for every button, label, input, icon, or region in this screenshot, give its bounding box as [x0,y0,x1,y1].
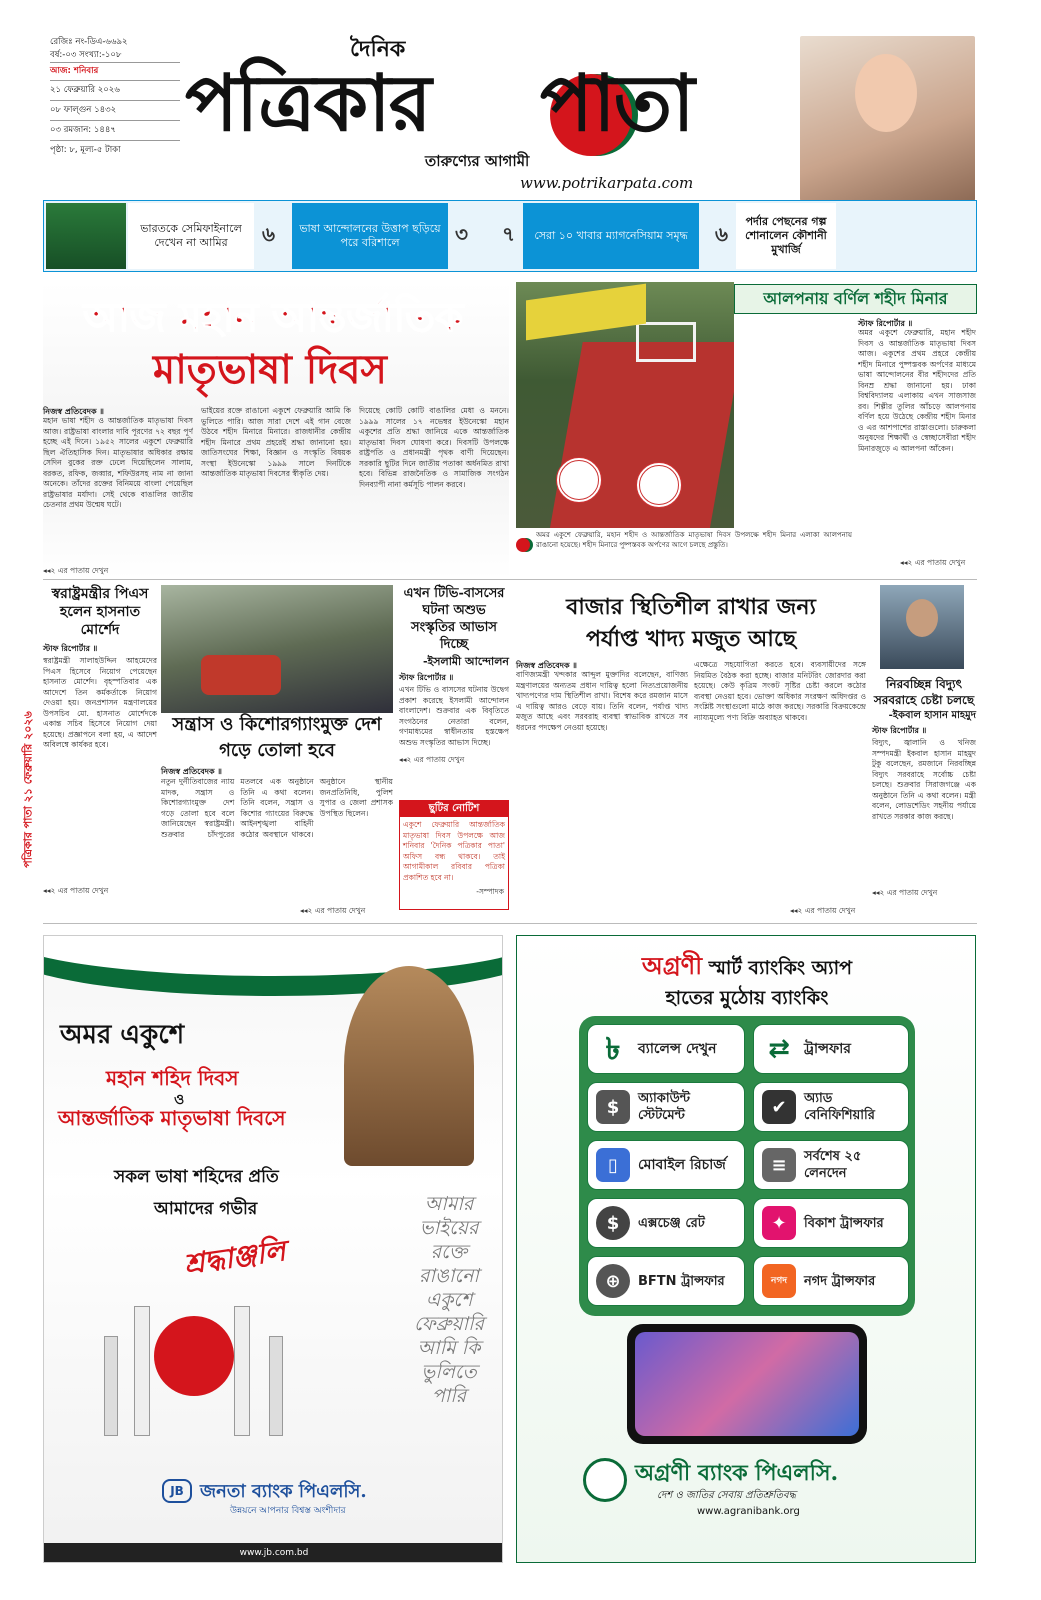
janata-slogan: উন্নয়নে আপনার বিশ্বস্ত অংশীদার [230,1506,346,1516]
janata-logo-icon: JB [162,1479,192,1503]
teaser-3-page: ৭ [502,222,516,246]
story-home-ps-text: স্বরাষ্ট্রমন্ত্রী সালাহউদ্দিন আহমেদের পিএস হিসেবে নিয়োগ পেয়েছেন হাসনাত মোর্শেদ। বৃহস্পতিবার এক আদেশে তিন কর্মকর্তাকে নিয়োগ দেওয়া হয়। জনপ্রশাসন মন্ত্রণালয়ের উপসচিব মো. হাসনাত মোর্শেদকে একান্ত সচিব হিসেবে নিয়োগ দেয়া হয়েছে। প্রজ্ঞাপনে বলা হয়, এ আদেশ অবিলম্বে কার্যকর হবে। [43,656,157,749]
janata-footer [44,1471,503,1563]
tile-balance-label: ব্যালেন্স দেখুন [638,1040,717,1057]
agrani-logo-icon [583,1458,627,1502]
agrani-slogan: দেশ ও জাতির সেবায় প্রতিশ্রুতিবদ্ধ [657,1490,796,1501]
teaser-1-page: ৬ [262,222,276,246]
power-minister-photo [880,585,964,669]
food-headline-line1: বাজার স্থিতিশীল রাখার জন্য [566,594,816,620]
minar-pillar-1 [104,1336,118,1436]
lead-story[interactable] [43,282,509,578]
power-byline: স্টাফ রিপোর্টার ॥ [872,726,927,735]
tile-exchange-label: এক্সচেঞ্জ রেট [638,1215,705,1231]
tile-last-transactions-label: সর্বশেষ ২৫ লেনদেন [804,1149,862,1181]
mobile-recharge-icon: ▯ [596,1148,630,1182]
sculpture-image [344,966,474,1166]
ad-line-martyrs-day: মহান শহিদ দিবস [106,1066,239,1090]
date-hijri: ০৩ রমজান: ১৪৪৭ [50,121,180,141]
tile-beneficiary[interactable] [753,1082,909,1132]
story-bus-byline: স্টাফ রিপোর্টার ॥ [399,673,454,682]
holiday-notice [399,800,509,910]
holiday-notice-text: একুশে ফেব্রুয়ারি আন্তর্জাতিক মাতৃভাষা দিবস উপলক্ষে আজ শনিবার 'দৈনিক পত্রিকার পাতা' অফিস বন্ধ থাকবে। তাই আগামীকাল রবিবার পত্রিকা প্রকাশিত হবে না। [403,820,505,882]
agrani-bank-ad[interactable] [516,935,976,1563]
alpona-circle-1 [556,457,602,503]
statement-icon: $ [596,1090,630,1124]
food-column-1: বাণিজ্যমন্ত্রী খন্দকার আব্দুল মুক্তাদির বলেছেন, বাণিজ্য মন্ত্রণালয়ের অন্যতম প্রধান দায়িত্ব হলো নিত্যপ্রয়োজনীয় খাদ্যপণ্যের দাম স্থিতিশীল রাখা। বিশেষ করে রমজান মাসে এ দায়িত্ব আরও বেড়ে যায়। তিনি বলেন, পর্যাপ্ত খাদ্য মজুত আছে এবং সরবরাহ ব্যবস্থা স্বাভাবিক রাখতে সব ধরনের পদক্ষেপ নেওয়া হয়েছে। [516,670,688,732]
tile-recharge-label: মোবাইল রিচার্জ [638,1156,726,1173]
holiday-notice-sign: -সম্পাদক [476,887,504,896]
lead-column-1: মহান ভাষা শহীদ ও আন্তর্জাতিক মাতৃভাষা দিবস আজ। রাষ্ট্রভাষা বাংলার দাবি পূরণের ৭২ বছর পূর্ণ হচ্ছে এই দিনে। ১৯৫২ সালের একুশে ফেব্রুয়ারি ছিল ঐতিহাসিক দিন। মাতৃভাষার অধিকার রক্ষায় সেদিন বুকের রক্ত ঢেলে দিয়েছিলেন সালাম, বরকত, রফিক, জব্বার, শফিউরসহ নাম না জানা অনেকে। তাঁদের রক্তের বিনিময়ে বাংলা পেয়েছিল রাষ্ট্রভাষার মর্যাদা। সেই থেকে বাঙালির জাতীয় চেতনার প্রথম উন্মেষ ঘটে। [43,416,193,509]
lead-continued[interactable]: ◂◂২ এর পাতায় দেখুন [43,566,109,575]
janata-web-bar [44,1543,503,1563]
teaser-3-text: সেরা ১০ খাবার ম্যাগনেসিয়াম সমৃদ্ধ [534,229,688,242]
story-bus[interactable] [399,585,509,785]
website[interactable]: www.potrikarpata.com [520,174,694,192]
photo-banner-text: আলপনায় বর্ণিল শহীদ মিনার [763,288,948,308]
minister-press-photo [161,585,393,713]
terror-text: নতুন দুর্নীতিবাজের ন্যায় মাদক, সন্ত্রাস ও কিশোরগ্যাংমুক্ত দেশ গড়ে তোলা হবে বলে জানিয়েছেন স্বরাষ্ট্রমন্ত্রী। শুক্রবার চাঁদপুরের মতলবে এক অনুষ্ঠানে তিনি এ কথা বলেন। তিনি বলেন, সন্ত্রাস ও কিশোর গ্যাংয়ের বিরুদ্ধে আইনশৃঙ্খলা বাহিনী কঠোর অবস্থানে থাকবে। অনুষ্ঠানে স্থানীয় জনপ্রতিনিধি, পুলিশ সুপার ও জেলা প্রশাসক উপস্থিত ছিলেন। [161,777,393,839]
registration-number: রেজিঃ নং-ডিএ-৬৬৯২ [50,37,128,47]
caption-bullet-icon [516,538,530,552]
red-sun [154,1316,234,1396]
power-text: বিদ্যুৎ, জ্বালানি ও খনিজ সম্পদমন্ত্রী ইকবাল হাসান মাহমুদ টুকু বলেছেন, রমজানে নিরবচ্ছিন্ন বিদ্যুৎ সরবরাহে সর্বোচ্চ চেষ্টা চলছে। শুক্রবার সিরাজগঞ্জে এক অনুষ্ঠানে তিনি এ কথা বলেন। মন্ত্রী বলেন, লোডশেডিং সহনীয় পর্যায়ে রাখতে সরকার কাজ করছে। [872,738,976,821]
teaser-2-text: ভাষা আন্দোলনের উত্তাপ ছড়িয়ে পরে বরিশালে [299,222,441,249]
date-english: ২১ ফেব্রুয়ারি ২০২৬ [50,81,180,101]
agrani-web[interactable]: www.agranibank.org [697,1506,800,1517]
tile-bftn-label: BFTN ট্রান্সফার [638,1273,725,1289]
tile-beneficiary-label: অ্যাড বেনিফিশিয়ারি [804,1091,875,1123]
janata-bank-ad[interactable] [43,935,503,1563]
photo-caption: অমর একুশে ফেব্রুয়ারি, মহান শহীদ ও আন্তর্জাতিক মাতৃভাষা দিবস উপলক্ষে শহীদ মিনার এলাকা আলপনায় রাঙানো হয়েছে। শহীদ মিনারে পুষ্পস্তবক অর্পণের আগে চলছে প্রস্তুতি। [536,531,852,549]
phone-screen [635,1332,859,1436]
ad-line-and: ও [174,1092,185,1108]
tile-recharge[interactable] [587,1140,745,1190]
transfer-arrows-icon: ⇄ [768,1033,790,1064]
side-vertical-label [14,670,38,910]
side-label-text: পত্রিকার পাতা ২১ ফেব্রুয়ারি ২০২৬ [21,711,35,868]
tile-nagad-label: নগদ ট্রান্সফার [804,1273,876,1289]
agrani-title-rest: স্মার্ট ব্যাংকিং অ্যাপ [708,957,853,979]
teaser-1[interactable] [128,203,254,269]
actress-photo [800,36,975,201]
power-source: -ইকবাল হাসান মাহমুদ [888,710,976,721]
power-continued[interactable]: ◂◂২ এর পাতায় দেখুন [872,888,938,897]
taka-icon: ৳ [605,1031,621,1067]
teaser-3[interactable] [523,203,699,269]
photo-caption-box [516,530,852,570]
photo-banner [734,284,977,314]
tile-statement-label: অ্যাকাউন্ট স্টেটমেন্ট [638,1091,691,1123]
today-label: আজ: শনিবার [50,63,180,81]
teaser-1-text: ভারতকে সেমিফাইনালে দেখেন না আমির [140,222,242,249]
food-column-2: এক্ষেত্রে সহযোগিতা করতে হবে। ব্যবসায়ীদের সঙ্গে নিয়মিত বৈঠক করা হচ্ছে। বাজার মনিটরিং জোরদার করা হয়েছে। কেউ কৃত্রিম সংকট সৃষ্টির চেষ্টা করলে কঠোর ব্যবস্থা নেওয়া হবে। ভোক্তা অধিকার সংরক্ষণ অধিদপ্তর ও সংশ্লিষ্ট সংস্থাগুলো মাঠে কাজ করছে। সরকারি বিক্রয়কেন্দ্রে ন্যায্যমূল্যে পণ্য বিক্রি অব্যাহত থাকবে। [694,660,866,722]
newspaper-logo[interactable] [185,32,785,192]
teaser-4-page: ৬ [715,222,729,246]
logo-text-part2: পাতা [540,58,693,149]
photo-story-text: অমর একুশে ফেব্রুয়ারি, মহান শহীদ দিবস ও আন্তর্জাতিক মাতৃভাষা দিবস আজ। একুশের প্রথম প্রহরে কেন্দ্রীয় শহীদ মিনারে পুষ্পস্তবক অর্পণের মাধ্যমে ভাষা আন্দোলনের বীর শহীদদের প্রতি বিনম্র শ্রদ্ধা জানানো হয়। ঢাকা বিশ্ববিদ্যালয় এলাকায় এখন সাজসাজ রব। শিল্পীর তুলির আঁচড়ে আলপনায় বর্ণিল হয়ে উঠেছে কেন্দ্রীয় শহীদ মিনার ও এর আশপাশের রাস্তাগুলো। চারুকলা অনুষদের শিক্ষার্থী ও স্বেচ্ছাসেবীরা শহীদ মিনারজুড়ে এ আলপনা আঁকেন। [858,328,976,453]
story-bus-source: -ইসলামী আন্দোলন [422,655,509,668]
tile-exchange[interactable] [587,1198,745,1248]
minar-structure [636,322,696,362]
lead-headline-line2: মাতৃভাষা দিবস [153,346,387,393]
tile-bkash-label: বিকাশ ট্রান্সফার [804,1215,884,1231]
minister-face [906,599,938,637]
terror-headline: সন্ত্রাস ও কিশোরগ্যাংমুক্ত দেশ গড়ে তোলা হবে [172,714,382,761]
janata-web[interactable]: www.jb.com.bd [239,1548,309,1558]
ad-poem: আমার ভাইয়ের রক্তে রাঙানো একুশে ফেব্রুয়ারি আমি কি ভুলিতে পারি [414,1193,484,1407]
food-byline: নিজস্ব প্রতিবেদক ॥ [516,661,577,670]
yellow-canopy [526,284,646,341]
logo-text-part1: পত্রিকার [185,58,430,149]
bftn-globe-icon: ⊕ [596,1264,630,1298]
masthead-info [50,36,180,160]
lead-column-2: ভাইয়ের রক্তে রাঙানো একুশে ফেব্রুয়ারি আমি কি ভুলিতে পারি। আজ সারা দেশে এই গান বেজে উঠবে শহীদ মিনারে মিনারে। রাজধানীর কেন্দ্রীয় শহীদ মিনারে প্রথম প্রহরেই শ্রদ্ধা জানানো হয়। জাতিসংঘের শিক্ষা, বিজ্ঞান ও সংস্কৃতি বিষয়ক সংস্থা ইউনেস্কো ১৯৯৯ সালে দিনটিকে আন্তর্জাতিক মাতৃভাষা দিবসের স্বীকৃতি দেয়। [201,406,351,478]
photo-byline: স্টাফ রিপোর্টার ॥ [858,319,913,328]
holiday-notice-title: ছুটির নোটিশ [400,801,508,817]
story-home-ps-headline: স্বরাষ্ট্রমন্ত্রীর পিএস হলেন হাসনাত মোর্শেদ [51,586,149,638]
food-continued[interactable]: ◂◂২ এর পাতায় দেখুন [790,906,856,915]
teaser-4-text: পর্দার পেছনের গল্প শোনালেন কৌশানী মুখার্জি [745,215,827,256]
ad-tribute: শ্রদ্ধাঞ্জলি [181,1234,288,1281]
story-home-ps-byline: স্টাফ রিপোর্টার ॥ [43,644,98,653]
teaser-2[interactable] [292,203,448,269]
ad-heading: অমর একুশে [60,1020,185,1050]
shaheed-minar-photo [516,282,734,528]
bkash-icon: ✦ [762,1206,796,1240]
janata-bank-name: জনতা ব্যাংক পিএলসি. [200,1481,367,1502]
lead-headline-line1: আজ মহান আন্তর্জাতিক [83,294,464,341]
tagline: তারুণ্যের আগামী [425,152,530,170]
pages-price: পৃষ্ঠা: ৮, মূল্য-৫ টাকা [50,145,121,155]
tile-nagad[interactable] [753,1256,909,1306]
shaheed-minar-illustration [84,1296,314,1446]
cricketer-photo [46,203,126,269]
date-bangla: ০৮ ফাল্গুন ১৪৩২ [50,101,180,121]
ad-line-all-martyrs: সকল ভাষা শহিদের প্রতি [114,1167,279,1187]
exchange-rate-icon: $ [596,1206,630,1240]
divider-bottom [43,923,977,924]
tile-bftn[interactable] [587,1256,745,1306]
nagad-icon: নগদ [762,1264,796,1298]
lead-column-3: দিয়েছে কোটি কোটি বাঙালির মেধা ও মননে। ১৯৯৯ সালের ১৭ নভেম্বর ইউনেস্কো মহান একুশের প্রতি শ্রদ্ধা জানিয়ে একে আন্তর্জাতিক মাতৃভাষা দিবস ঘোষণা করে। দিবসটি উপলক্ষে রাষ্ট্রপতি ও প্রধানমন্ত্রী পৃথক বাণী দিয়েছেন। সরকারি ছুটির দিনে জাতীয় পতাকা অর্ধনমিত রাখা হবে। বিভিন্ন রাজনৈতিক ও সামাজিক সংগঠন দিনব্যাপী নানা কর্মসূচি পালন করবে। [359,406,509,489]
minar-pillar-4 [269,1336,283,1436]
teaser-4[interactable] [736,203,836,269]
volume-number: বর্ষ:-০৩ সংখ্যা:-১০৮ [50,49,180,63]
terror-byline: নিজস্ব প্রতিবেদক ॥ [161,767,222,776]
phone-illustration [627,1324,867,1444]
tile-balance[interactable] [587,1024,745,1074]
story-bus-continued[interactable]: ◂◂২ এর পাতায় দেখুন [399,755,465,764]
story-bus-headline: এখন টিভি-বাসসের ঘটনা অশুভ সংস্কৃতির আভাস দিচ্ছে [403,586,505,652]
minar-pillar-3 [234,1306,250,1436]
tile-transfer[interactable] [753,1024,909,1074]
teaser-2-page: ৩ [455,222,469,246]
alpona-circle-2 [636,462,682,508]
ad-line-our-deep: আমাদের গভীর [154,1199,258,1219]
power-headline: নিরবচ্ছিন্ন বিদ্যুৎ সরবরাহে চেষ্টা চলছে [873,677,975,707]
agrani-title [517,948,976,988]
tile-bkash[interactable] [753,1198,909,1248]
add-beneficiary-icon: ✔ [762,1090,796,1124]
transactions-icon: ≡ [762,1148,796,1182]
lead-byline: নিজস্ব প্রতিবেদক ॥ [43,407,104,416]
ad-line-mother-language: আন্তর্জাতিক মাতৃভাষা দিবসে [58,1106,286,1130]
tile-last-transactions[interactable] [753,1140,909,1190]
face-shape [855,54,917,132]
story-power[interactable] [872,676,976,916]
terror-continued[interactable]: ◂◂২ এর পাতায় দেখুন [300,906,366,915]
daily-label: দৈনিক [350,36,406,62]
photo-story-continued[interactable]: ◂◂২ এর পাতায় দেখুন [900,558,966,567]
agrani-brand: অগ্রণী [641,951,703,980]
divider-top [43,579,977,580]
agrani-bank-name: অগ্রণী ব্যাংক পিএলসি. [635,1460,839,1486]
minar-pillar-2 [134,1306,150,1436]
tile-transfer-label: ট্রান্সফার [804,1040,852,1057]
tile-statement[interactable] [587,1082,745,1132]
story-bus-text: এখন টিভি ও বাসসের ঘটনায় উদ্বেগ প্রকাশ করেছে ইসলামী আন্দোলন বাংলাদেশ। শুক্রবার এক বিবৃতিতে সংগঠনের নেতারা বলেন, গণমাধ্যমের স্বাধীনতায় হস্তক্ষেপ অশুভ সংস্কৃতির আভাস দিচ্ছে। [399,685,509,747]
food-headline-line2: পর্যাপ্ত খাদ্য মজুত আছে [585,626,797,652]
story-home-ps-continued[interactable]: ◂◂২ এর পাতায় দেখুন [43,886,109,895]
story-home-ps[interactable] [43,585,157,915]
microphone-cluster [201,655,281,695]
agrani-subtitle: হাতের মুঠোয় ব্যাংকিং [665,987,829,1009]
